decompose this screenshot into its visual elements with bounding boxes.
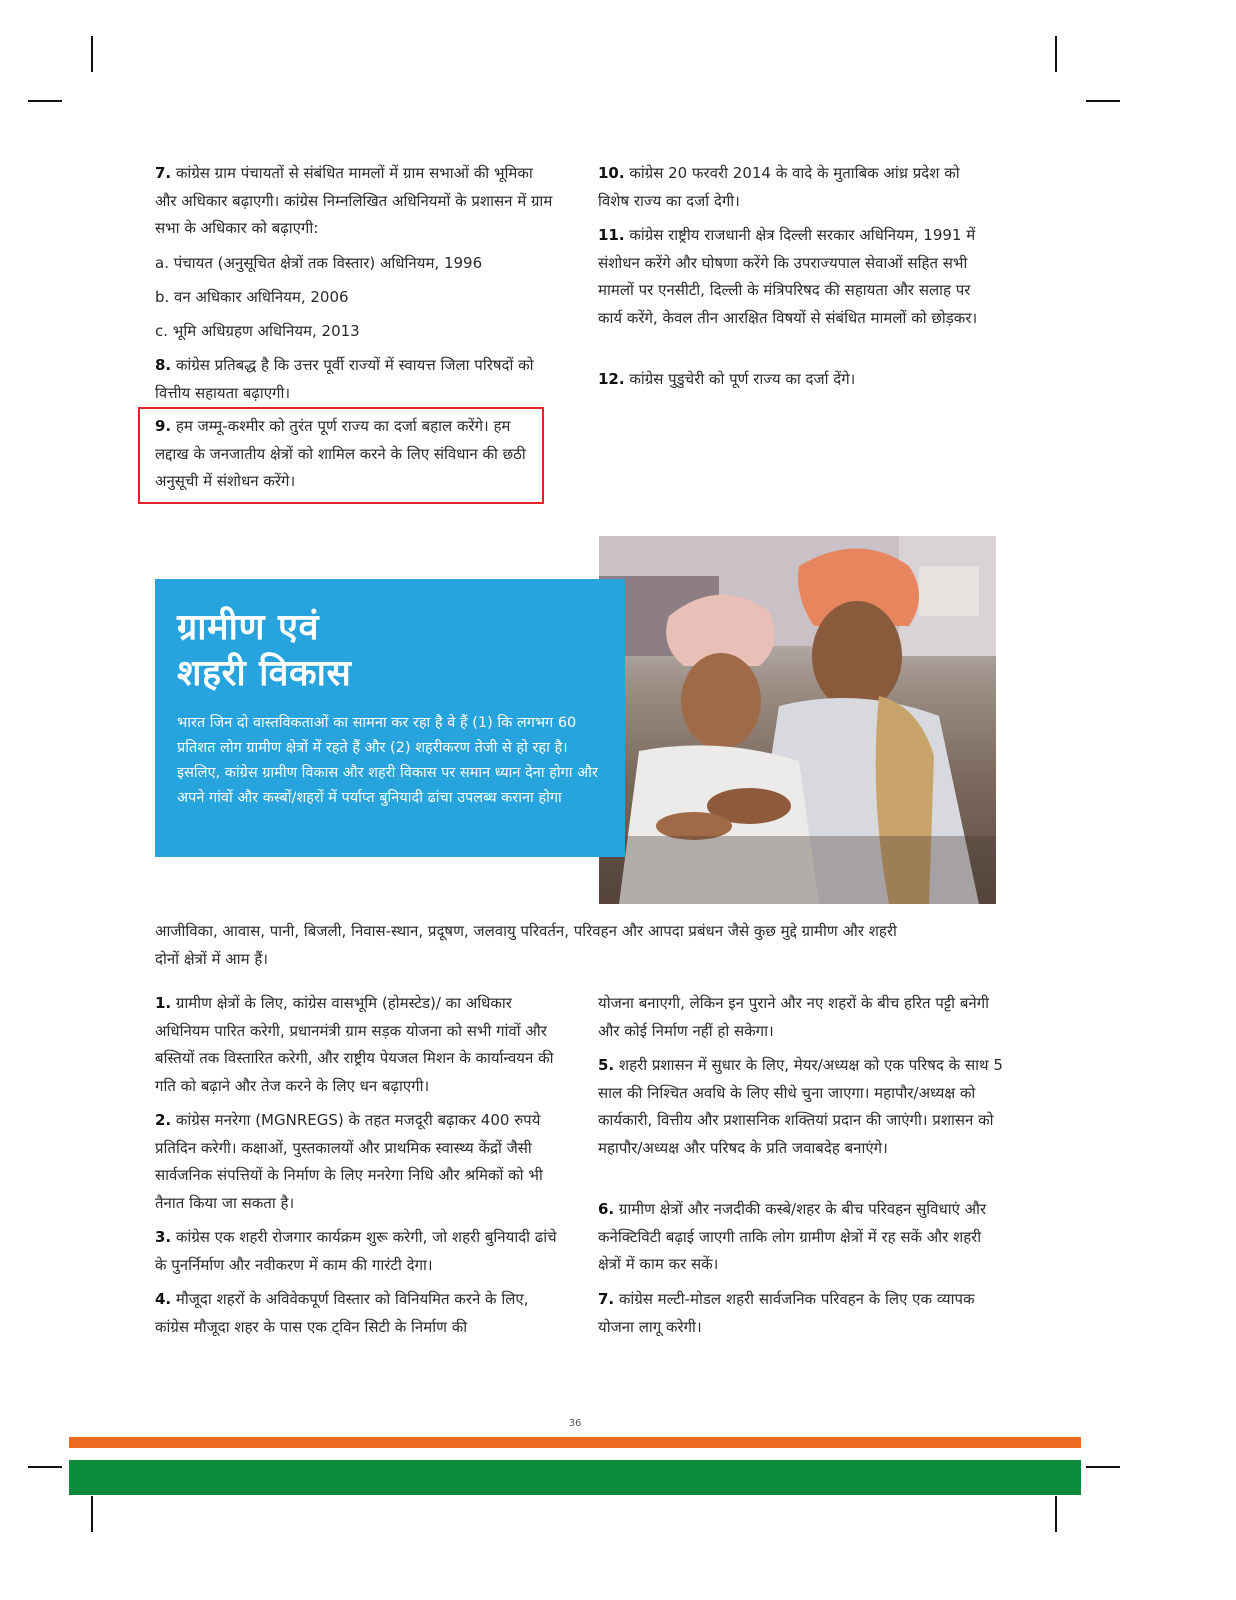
lower-point-2: 2. कांग्रेस मनरेगा (MGNREGS) के तहत मजदूरी बढ़ाकर 400 रुपये प्रतिदिन करेगी। कक्षाओं, पुस्तकालयों और प्राथमिक स्वास्थ्य केंद्रों जैसी सार्वजनिक संपत्तियों के निर्माण के लिए मनरेगा निधि और श्रमिकों को भी तैनात किया जा सकता है। [155, 1111, 543, 1212]
right-point-11: 11. कांग्रेस राष्ट्रीय राजधानी क्षेत्र दिल्ली सरकार अधिनियम, 1991 में संशोधन करेंगे और घोषणा करेंगे कि उपराज्यपाल सेवाओं सहित सभी मामलों पर एनसीटी, दिल्ली के मंत्रिपरिषद की सहायता और सलाह पर कार्य करेंगे, केवल तीन आरक्षित विषयों से संबंधित मामलों को छोड़कर। [598, 226, 978, 327]
villagers-photo [599, 536, 996, 904]
left-point-9: 9. हम जम्मू-कश्मीर को तुरंत पूर्ण राज्य का दर्जा बहाल करेंगे। हम लद्दाख के जनजातीय क्षेत्रों को शामिल करने के लिए संविधान की छठी अनुसूची में संशोधन करेंगे। [155, 417, 526, 490]
left-point-7c: c. भूमि अधिग्रहण अधिनियम, 2013 [155, 322, 360, 340]
left-point-7b: b. वन अधिकार अधिनियम, 2006 [155, 288, 349, 306]
footer-stripe-green [69, 1460, 1081, 1495]
lower-point-7: 7. कांग्रेस मल्टी-मोडल शहरी सार्वजनिक परिवहन के लिए एक व्यापक योजना लागू करेगी। [598, 1290, 975, 1336]
section-banner [155, 579, 625, 857]
photo-illustration [599, 536, 996, 904]
lower-point-5: 5. शहरी प्रशासन में सुधार के लिए, मेयर/अध्यक्ष को एक परिषद के साथ 5 साल की निश्चित अवधि के लिए सीधे चुना जाएगा। महापौर/अध्यक्ष को कार्यकारी, वित्तीय और प्रशासनिक शक्तियां प्रदान की जाएंगी। प्रशासन को महापौर/अध्यक्ष और परिषद के प्रति जवाबदेह बनाएंगे। [598, 1056, 1003, 1157]
intro-paragraph: आजीविका, आवास, पानी, बिजली, निवास-स्थान, प्रदूषण, जलवायु परिवर्तन, परिवहन और आपदा प्रबंधन जैसे कुछ मुद्दे ग्रामीण और शहरी दोनों क्षेत्रों में आम हैं। [155, 922, 897, 968]
crop-mark [28, 100, 62, 102]
crop-mark [1055, 1496, 1057, 1532]
lower-point-1: 1. ग्रामीण क्षेत्रों के लिए, कांग्रेस वासभूमि (होमस्टेड)/ का अधिकार अधिनियम पारित करेगी, प्रधानमंत्री ग्राम सड़क योजना को सभी गांवों और बस्तियों तक विस्तारित करेगी, और राष्ट्रीय पेयजल मिशन के कार्यान्वयन की गति को बढ़ाने और तेज करने के लिए धन बढ़ाएगी। [155, 994, 554, 1095]
lower-point-3: 3. कांग्रेस एक शहरी रोजगार कार्यक्रम शुरू करेगी, जो शहरी बुनियादी ढांचे के पुनर्निर्माण और नवीकरण में काम की गारंटी देगा। [155, 1228, 557, 1274]
lower-point-4: 4. मौजूदा शहरों के अविवेकपूर्ण विस्तार को विनियमित करने के लिए, कांग्रेस मौजूदा शहर के पास एक ट्विन सिटी के निर्माण की [155, 1290, 529, 1336]
left-point-7: 7. कांग्रेस ग्राम पंचायतों से संबंधित मामलों में ग्राम सभाओं की भूमिका और अधिकार बढ़ाएगी। कांग्रेस निम्नलिखित अधिनियमों के प्रशासन में ग्राम सभा के अधिकार को बढ़ाएगी: [155, 164, 553, 237]
footer-stripe-orange [69, 1437, 1081, 1448]
crop-mark [91, 36, 93, 72]
left-point-7a: a. पंचायत (अनुसूचित क्षेत्रों तक विस्तार) अधिनियम, 1996 [155, 254, 483, 272]
crop-mark [1086, 1466, 1120, 1468]
crop-mark [28, 1466, 62, 1468]
banner-text: भारत जिन दो वास्तविकताओं का सामना कर रहा है वे हैं (1) कि लगभग 60 प्रतिशत लोग ग्रामीण क्षेत्रों में रहते हैं और (2) शहरीकरण तेजी से हो रहा है। इसलिए, कांग्रेस ग्रामीण विकास और शहरी विकास पर समान ध्यान देना होगा और अपने गांवों और कस्बों/शहरों में पर्याप्त बुनियादी ढांचा उपलब्ध कराना होगा [177, 715, 598, 806]
page-number: 36 [568, 1418, 582, 1429]
crop-mark [91, 1496, 93, 1532]
left-point-8: 8. कांग्रेस प्रतिबद्ध है कि उत्तर पूर्वी राज्यों में स्वायत्त जिला परिषदों को वित्तीय सहायता बढ़ाएगी। [155, 356, 534, 402]
crop-mark [1055, 36, 1057, 72]
lower-point-6: 6. ग्रामीण क्षेत्रों और नजदीकी कस्बे/शहर के बीच परिवहन सुविधाएं और कनेक्टिविटी बढ़ाई जाएगी ताकि लोग ग्रामीण क्षेत्रों में रह सकें और शहरी क्षेत्रों में काम कर सकें। [598, 1200, 987, 1273]
section-title: ग्रामीण एवं शहरी विकास [177, 607, 352, 694]
crop-mark [1086, 100, 1120, 102]
lower-point-4-continued: योजना बनाएगी, लेकिन इन पुराने और नए शहरों के बीच हरित पट्टी बनेगी और कोई निर्माण नहीं हो सकेगा। [598, 994, 990, 1040]
right-point-10: 10. कांग्रेस 20 फरवरी 2014 के वादे के मुताबिक आंध्र प्रदेश को विशेष राज्य का दर्जा देगी। [598, 164, 960, 210]
right-point-12: 12. कांग्रेस पुडुचेरी को पूर्ण राज्य का दर्जा देंगे। [598, 370, 856, 388]
